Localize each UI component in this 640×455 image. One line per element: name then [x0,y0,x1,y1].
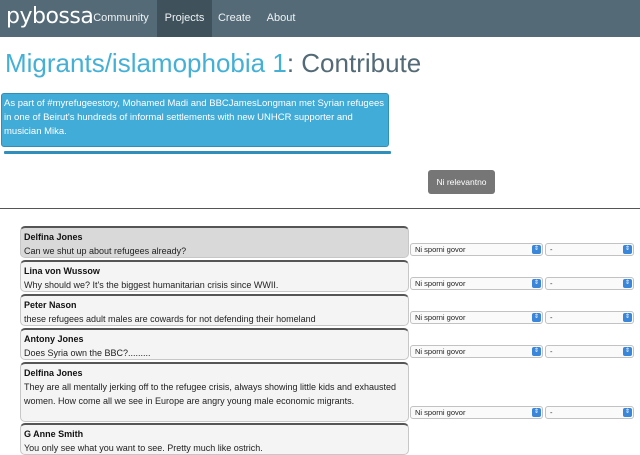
section-divider [0,208,640,209]
comment-text: You only see what you want to see. Pretty much like ostrich. [24,443,263,453]
subcategory-select-value: - [550,408,553,417]
category-select-value: Ni sporni govor [415,313,466,322]
updown-chevron-icon: ⇕ [533,246,540,252]
comment-text: Why should we? It's the biggest humanitarian crisis since WWII. [24,280,279,290]
comment-author: Lina von Wussow [24,266,100,276]
updown-chevron-icon: ⇕ [533,409,540,415]
subcategory-select-value: - [550,245,553,254]
title-suffix: Contribute [294,48,422,78]
subcategory-select[interactable] [545,345,634,358]
category-select[interactable] [410,311,543,324]
updown-chevron-icon: ⇕ [624,409,631,415]
updown-chevron-icon: ⇕ [533,314,540,320]
category-select-value: Ni sporni govor [415,279,466,288]
comment-text: They are all mentally jerking off to the refugee crisis, always showing little kids and exhausted women. How come all we see in Europe are angry young male economic migrants. [24,382,397,406]
subcategory-select[interactable] [545,406,634,419]
category-select-value: Ni sporni govor [415,347,466,356]
comment-item [20,328,409,360]
comment-item [20,423,409,455]
brand-logo[interactable]: pybossa [6,4,94,29]
subcategory-select-value: - [550,279,553,288]
updown-chevron-icon: ⇕ [624,348,631,354]
tweet-text-box: As part of #myrefugeestory, Mohamed Madi and BBCJamesLongman met Syrian refugees in one of Beirut's hundreds of informal settlements with new UNHCR supporter and musician Mika. [1,93,389,147]
category-select[interactable] [410,345,543,358]
nav-about[interactable]: About [266,12,296,24]
title-separator: : [286,48,295,78]
category-select[interactable] [410,277,543,290]
subcategory-select[interactable] [545,277,634,290]
comment-text: Does Syria own the BBC?......... [24,348,151,358]
project-title-link[interactable]: Migrants/islamophobia 1 [5,48,287,78]
category-select[interactable] [410,243,543,256]
nav-create[interactable]: Create [217,12,252,24]
comment-author: G Anne Smith [24,429,84,439]
subcategory-select[interactable] [545,243,634,256]
comment-text: these refugees adult males are cowards for not defending their homeland [24,314,316,324]
nav-projects[interactable]: Projects [157,0,212,37]
comment-item [20,226,409,258]
updown-chevron-icon: ⇕ [533,280,540,286]
category-select[interactable] [410,406,543,419]
subcategory-select-value: - [550,313,553,322]
updown-chevron-icon: ⇕ [624,280,631,286]
comment-author: Peter Nason [24,300,77,310]
not-relevant-button[interactable]: Ni relevantno [428,170,495,194]
subcategory-select-value: - [550,347,553,356]
comment-item [20,294,409,326]
subcategory-select[interactable] [545,311,634,324]
category-select-value: Ni sporni govor [415,408,466,417]
comment-author: Antony Jones [24,334,84,344]
comment-author: Delfina Jones [24,232,83,242]
category-select-value: Ni sporni govor [415,245,466,254]
comment-author: Delfina Jones [24,368,83,378]
page-title [5,48,421,79]
updown-chevron-icon: ⇕ [624,314,631,320]
comment-item [20,260,409,292]
tweet-underline [4,151,391,154]
top-navbar [0,0,640,37]
updown-chevron-icon: ⇕ [533,348,540,354]
updown-chevron-icon: ⇕ [624,246,631,252]
comment-item [20,362,409,422]
comment-text: Can we shut up about refugees already? [24,246,187,256]
nav-community[interactable]: Community [93,12,149,24]
